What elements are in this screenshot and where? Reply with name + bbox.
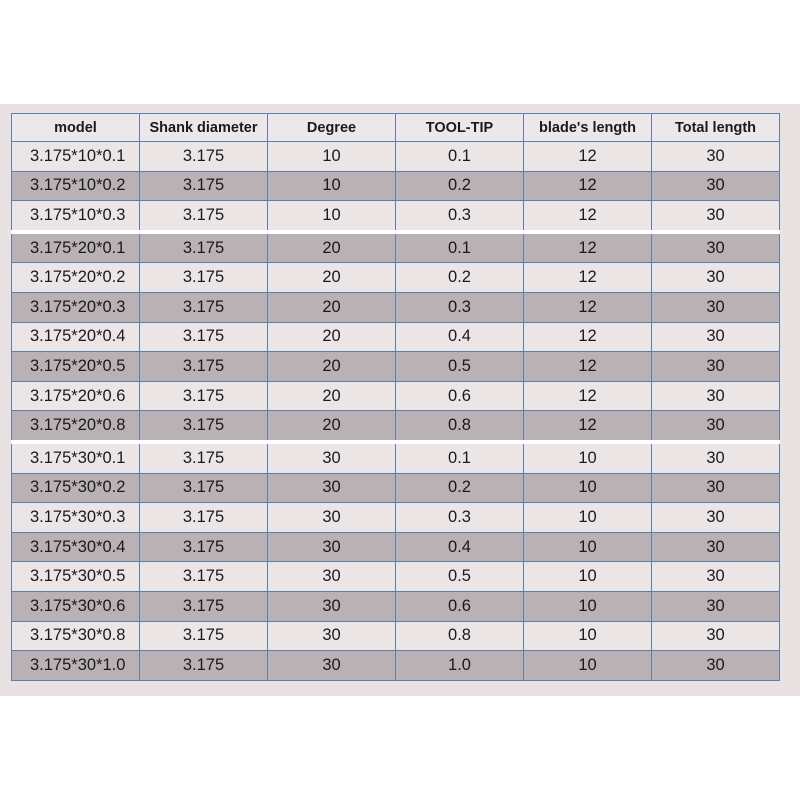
cell-degree: 20 xyxy=(268,322,396,352)
cell-tool-tip: 0.4 xyxy=(396,322,524,352)
cell-blade-length: 12 xyxy=(524,352,652,382)
cell-blade-length: 12 xyxy=(524,381,652,411)
cell-shank-diameter: 3.175 xyxy=(140,381,268,411)
cell-tool-tip: 0.1 xyxy=(396,232,524,263)
cell-shank-diameter: 3.175 xyxy=(140,473,268,503)
cell-total-length: 30 xyxy=(652,381,780,411)
cell-blade-length: 12 xyxy=(524,201,652,232)
cell-blade-length: 12 xyxy=(524,171,652,201)
cell-shank-diameter: 3.175 xyxy=(140,292,268,322)
table-row xyxy=(12,292,780,322)
cell-model: 3.175*20*0.3 xyxy=(12,292,140,322)
header-degree: Degree xyxy=(268,114,396,142)
table-row xyxy=(12,562,780,592)
table-row xyxy=(12,503,780,533)
cell-degree: 30 xyxy=(268,532,396,562)
cell-degree: 20 xyxy=(268,381,396,411)
table-row xyxy=(12,621,780,651)
header-model: model xyxy=(12,114,140,142)
cell-blade-length: 12 xyxy=(524,142,652,172)
cell-blade-length: 12 xyxy=(524,292,652,322)
cell-blade-length: 12 xyxy=(524,263,652,293)
table-row xyxy=(12,473,780,503)
cell-total-length: 30 xyxy=(652,142,780,172)
cell-model: 3.175*30*0.2 xyxy=(12,473,140,503)
cell-degree: 30 xyxy=(268,591,396,621)
cell-total-length: 30 xyxy=(652,503,780,533)
cell-total-length: 30 xyxy=(652,263,780,293)
cell-model: 3.175*20*0.4 xyxy=(12,322,140,352)
cell-total-length: 30 xyxy=(652,232,780,263)
cell-degree: 10 xyxy=(268,201,396,232)
cell-model: 3.175*20*0.5 xyxy=(12,352,140,382)
cell-shank-diameter: 3.175 xyxy=(140,322,268,352)
cell-degree: 10 xyxy=(268,142,396,172)
cell-degree: 20 xyxy=(268,263,396,293)
cell-shank-diameter: 3.175 xyxy=(140,232,268,263)
cell-shank-diameter: 3.175 xyxy=(140,651,268,681)
cell-shank-diameter: 3.175 xyxy=(140,503,268,533)
cell-blade-length: 12 xyxy=(524,322,652,352)
header-row xyxy=(12,114,780,142)
table-row xyxy=(12,232,780,263)
cell-blade-length: 10 xyxy=(524,621,652,651)
table-body xyxy=(12,142,780,681)
cell-model: 3.175*30*0.6 xyxy=(12,591,140,621)
cell-tool-tip: 0.5 xyxy=(396,562,524,592)
cell-model: 3.175*10*0.2 xyxy=(12,171,140,201)
table-row xyxy=(12,352,780,382)
cell-model: 3.175*20*0.1 xyxy=(12,232,140,263)
cell-blade-length: 10 xyxy=(524,473,652,503)
cell-tool-tip: 0.8 xyxy=(396,621,524,651)
tool-spec-table xyxy=(11,113,780,681)
cell-tool-tip: 0.3 xyxy=(396,503,524,533)
header-shank-diameter: Shank diameter xyxy=(140,114,268,142)
cell-total-length: 30 xyxy=(652,411,780,442)
table-row xyxy=(12,201,780,232)
cell-degree: 30 xyxy=(268,621,396,651)
cell-degree: 20 xyxy=(268,352,396,382)
cell-model: 3.175*30*0.3 xyxy=(12,503,140,533)
cell-model: 3.175*20*0.8 xyxy=(12,411,140,442)
cell-total-length: 30 xyxy=(652,442,780,473)
cell-total-length: 30 xyxy=(652,651,780,681)
table-row xyxy=(12,651,780,681)
cell-shank-diameter: 3.175 xyxy=(140,532,268,562)
cell-blade-length: 10 xyxy=(524,591,652,621)
cell-degree: 10 xyxy=(268,171,396,201)
cell-blade-length: 10 xyxy=(524,532,652,562)
table-row xyxy=(12,263,780,293)
cell-total-length: 30 xyxy=(652,621,780,651)
cell-degree: 20 xyxy=(268,411,396,442)
cell-degree: 30 xyxy=(268,651,396,681)
cell-total-length: 30 xyxy=(652,322,780,352)
cell-shank-diameter: 3.175 xyxy=(140,171,268,201)
cell-tool-tip: 0.2 xyxy=(396,263,524,293)
cell-tool-tip: 0.5 xyxy=(396,352,524,382)
cell-total-length: 30 xyxy=(652,352,780,382)
cell-blade-length: 10 xyxy=(524,442,652,473)
cell-blade-length: 12 xyxy=(524,232,652,263)
cell-shank-diameter: 3.175 xyxy=(140,263,268,293)
cell-blade-length: 10 xyxy=(524,562,652,592)
cell-total-length: 30 xyxy=(652,171,780,201)
cell-shank-diameter: 3.175 xyxy=(140,142,268,172)
cell-model: 3.175*20*0.6 xyxy=(12,381,140,411)
cell-model: 3.175*30*0.5 xyxy=(12,562,140,592)
cell-shank-diameter: 3.175 xyxy=(140,352,268,382)
cell-degree: 30 xyxy=(268,442,396,473)
cell-tool-tip: 0.6 xyxy=(396,591,524,621)
cell-degree: 20 xyxy=(268,232,396,263)
cell-tool-tip: 0.1 xyxy=(396,442,524,473)
cell-degree: 30 xyxy=(268,473,396,503)
header-blade-length: blade's length xyxy=(524,114,652,142)
cell-tool-tip: 1.0 xyxy=(396,651,524,681)
cell-tool-tip: 0.2 xyxy=(396,171,524,201)
cell-shank-diameter: 3.175 xyxy=(140,201,268,232)
cell-model: 3.175*30*0.8 xyxy=(12,621,140,651)
cell-total-length: 30 xyxy=(652,292,780,322)
table-row xyxy=(12,442,780,473)
table-row xyxy=(12,411,780,442)
table-row xyxy=(12,322,780,352)
cell-model: 3.175*10*0.3 xyxy=(12,201,140,232)
cell-shank-diameter: 3.175 xyxy=(140,411,268,442)
cell-shank-diameter: 3.175 xyxy=(140,562,268,592)
cell-tool-tip: 0.3 xyxy=(396,201,524,232)
cell-total-length: 30 xyxy=(652,201,780,232)
cell-shank-diameter: 3.175 xyxy=(140,621,268,651)
cell-model: 3.175*10*0.1 xyxy=(12,142,140,172)
table-row xyxy=(12,171,780,201)
cell-tool-tip: 0.8 xyxy=(396,411,524,442)
header-total-length: Total length xyxy=(652,114,780,142)
cell-blade-length: 10 xyxy=(524,503,652,533)
cell-total-length: 30 xyxy=(652,562,780,592)
cell-model: 3.175*30*0.1 xyxy=(12,442,140,473)
cell-total-length: 30 xyxy=(652,473,780,503)
cell-blade-length: 12 xyxy=(524,411,652,442)
cell-total-length: 30 xyxy=(652,591,780,621)
cell-degree: 30 xyxy=(268,562,396,592)
cell-degree: 30 xyxy=(268,503,396,533)
header-tool-tip: TOOL-TIP xyxy=(396,114,524,142)
cell-shank-diameter: 3.175 xyxy=(140,442,268,473)
cell-model: 3.175*30*0.4 xyxy=(12,532,140,562)
cell-model: 3.175*20*0.2 xyxy=(12,263,140,293)
cell-tool-tip: 0.6 xyxy=(396,381,524,411)
cell-tool-tip: 0.2 xyxy=(396,473,524,503)
table-row xyxy=(12,142,780,172)
cell-shank-diameter: 3.175 xyxy=(140,591,268,621)
cell-tool-tip: 0.1 xyxy=(396,142,524,172)
cell-tool-tip: 0.4 xyxy=(396,532,524,562)
table-row xyxy=(12,532,780,562)
cell-total-length: 30 xyxy=(652,532,780,562)
table-row xyxy=(12,591,780,621)
table-row xyxy=(12,381,780,411)
cell-degree: 20 xyxy=(268,292,396,322)
cell-blade-length: 10 xyxy=(524,651,652,681)
cell-tool-tip: 0.3 xyxy=(396,292,524,322)
cell-model: 3.175*30*1.0 xyxy=(12,651,140,681)
